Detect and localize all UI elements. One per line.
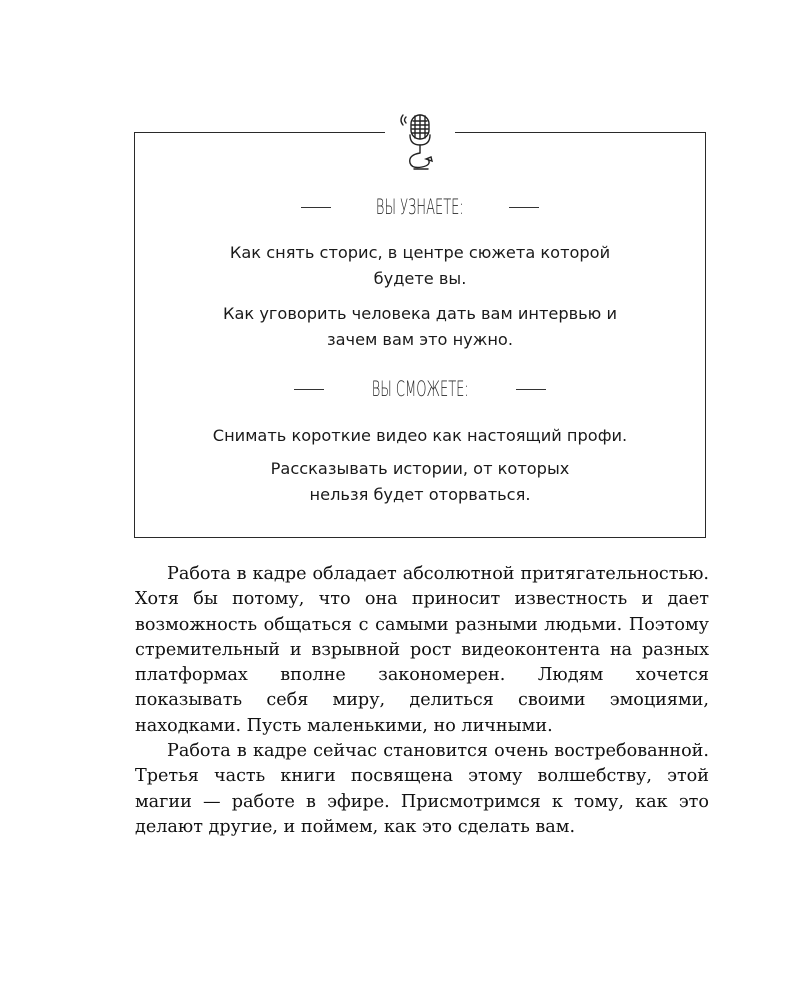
- can-item: Снимать короткие видео как настоящий профи.: [212, 426, 628, 445]
- can-heading: [134, 374, 706, 404]
- paragraph: Работа в кадре обладает абсолютной притягательностью. Хотя бы потому, что она приносит известность и дает возможность общаться с самыми разными людьми. Поэтому стремительный и взрывной рост видеоконтента на разных платформах вполне закономерен. Людям хочется показывать себя миру, делиться своими эмоциями, находками. Пусть маленькими, но личными.: [135, 564, 709, 736]
- can-item: Рассказывать истории, от которых нельзя будет оторваться.: [270, 459, 570, 504]
- paragraph: Работа в кадре сейчас становится очень востребованной. Третья часть книги посвящена этому волшебству, этой магии — работе в эфире. Присмотримся к тому, как это делают другие, и поймем, как это сделать вам.: [135, 741, 709, 837]
- heading-dash: [516, 389, 546, 390]
- heading-dash: [301, 207, 331, 208]
- microphone-icon: [385, 108, 455, 176]
- heading-dash: [294, 389, 324, 390]
- heading-dash: [509, 207, 539, 208]
- body-text: [135, 562, 709, 840]
- can-heading-text: ВЫ СМОЖЕТЕ:: [371, 377, 469, 401]
- learn-heading: [134, 192, 706, 222]
- learn-heading-text: ВЫ УЗНАЕТЕ:: [376, 195, 464, 219]
- learn-item: Как уговорить человека дать вам интервью и зачем вам это нужно.: [223, 304, 617, 349]
- learn-item: Как снять сторис, в центре сюжета которой будете вы.: [229, 243, 611, 288]
